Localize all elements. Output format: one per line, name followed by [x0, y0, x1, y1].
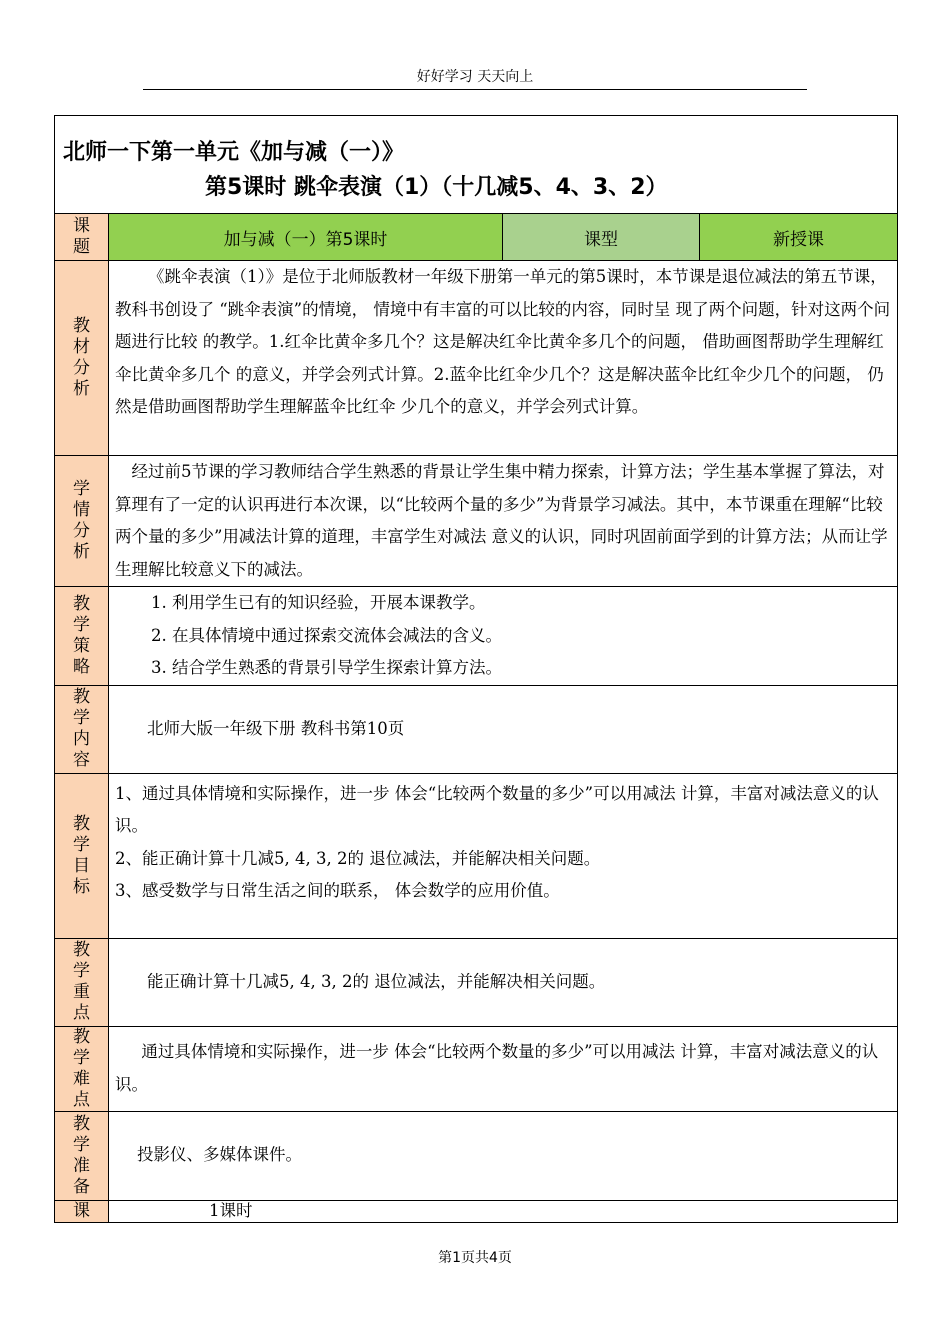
list-item: 1. 利用学生已有的知识经验，开展本课教学。	[151, 593, 486, 612]
lesson-plan-table	[54, 115, 898, 1223]
key-points-text: 能正确计算十几减5, 4, 3, 2的 退位减法，并能解决相关问题。	[109, 938, 898, 1026]
label-student-analysis: 学 情 分 析	[55, 456, 109, 587]
label-class-hours: 课	[55, 1200, 109, 1222]
class-hours-text: 1课时	[109, 1200, 898, 1222]
course-type-value: 新授课	[700, 214, 898, 261]
title-cell	[55, 116, 898, 214]
label-teaching-preparation: 教 学 准 备	[55, 1111, 109, 1200]
list-item: 3. 结合学生熟悉的背景引导学生探索计算方法。	[151, 658, 502, 677]
student-analysis-text: 经过前5节课的学习教师结合学生熟悉的背景让学生集中精力探索，计算方法；学生基本掌握了算法，对算理有了一定的认识再进行本次课，以“比较两个量的多少”为背景学习减法。其中，本节课重在理解“比较两个量的多少”用减法计算的道理，丰富学生对减法 意义的认识，同时巩固前面学到的计算方法；从而让学生理解比较意义下的减法。	[109, 456, 898, 587]
lesson-title: 第5课时 跳伞表演（1）（十几减5、4、3、2）	[205, 174, 668, 200]
document-title: 北师一下第一单元《加与减（一）》	[63, 139, 405, 165]
list-item: 3、感受数学与日常生活之间的联系， 体会数学的应用价值。	[115, 881, 560, 900]
label-difficult-points: 教 学 难 点	[55, 1026, 109, 1111]
label-teaching-strategy: 教 学 策 略	[55, 587, 109, 686]
header-rule	[143, 89, 807, 90]
material-analysis-text: 《跳伞表演（1）》是位于北师版教材一年级下册第一单元的第5课时，本节课是退位减法的第五节课，教科书创设了 “跳伞表演”的情境， 情境中有丰富的可以比较的内容，同时呈 现了两个问题，针对这两个问题进行比较 的教学。1.红伞比黄伞多几个？这是解决红伞比黄伞多几个的问题， 借助画图帮助学生理解红伞比黄伞多几个 的意义，并学会列式计算。2.蓝伞比红伞少几个？这是解决蓝伞比红伞少几个的问题， 仍然是借助画图帮助学生理解蓝伞比红伞 少几个的意义，并学会列式计算。	[109, 261, 898, 456]
difficult-points-text: 通过具体情境和实际操作，进一步 体会“比较两个数量的多少”可以用减法 计算，丰富对减法意义的认识。	[109, 1026, 898, 1111]
label-teaching-content: 教 学 内 容	[55, 685, 109, 773]
label-key-points: 教 学 重 点	[55, 938, 109, 1026]
page-footer: 第1页共4页	[438, 1250, 512, 1266]
label-teaching-goals: 教 学 目 标	[55, 773, 109, 938]
label-course-topic: 课 题	[55, 214, 109, 261]
list-item: 2、能正确计算十几减5, 4, 3, 2的 退位减法，并能解决相关问题。	[115, 848, 601, 868]
page-header: 好好学习 天天向上	[416, 69, 534, 85]
label-material-analysis: 教 材 分 析	[55, 261, 109, 456]
teaching-strategy-list	[109, 587, 898, 686]
list-item: 2. 在具体情境中通过探索交流体会减法的含义。	[151, 625, 502, 645]
teaching-content-text: 北师大版一年级下册 教科书第10页	[109, 685, 898, 773]
list-item: 1、通过具体情境和实际操作，进一步 体会“比较两个数量的多少”可以用减法 计算，丰富对减法意义的认识。	[115, 783, 879, 835]
course-topic-value: 加与减（一）第5课时	[109, 214, 503, 261]
teaching-preparation-text: 投影仪、多媒体课件。	[109, 1111, 898, 1200]
course-type-label: 课型	[503, 214, 700, 261]
teaching-goals-list	[109, 773, 898, 938]
